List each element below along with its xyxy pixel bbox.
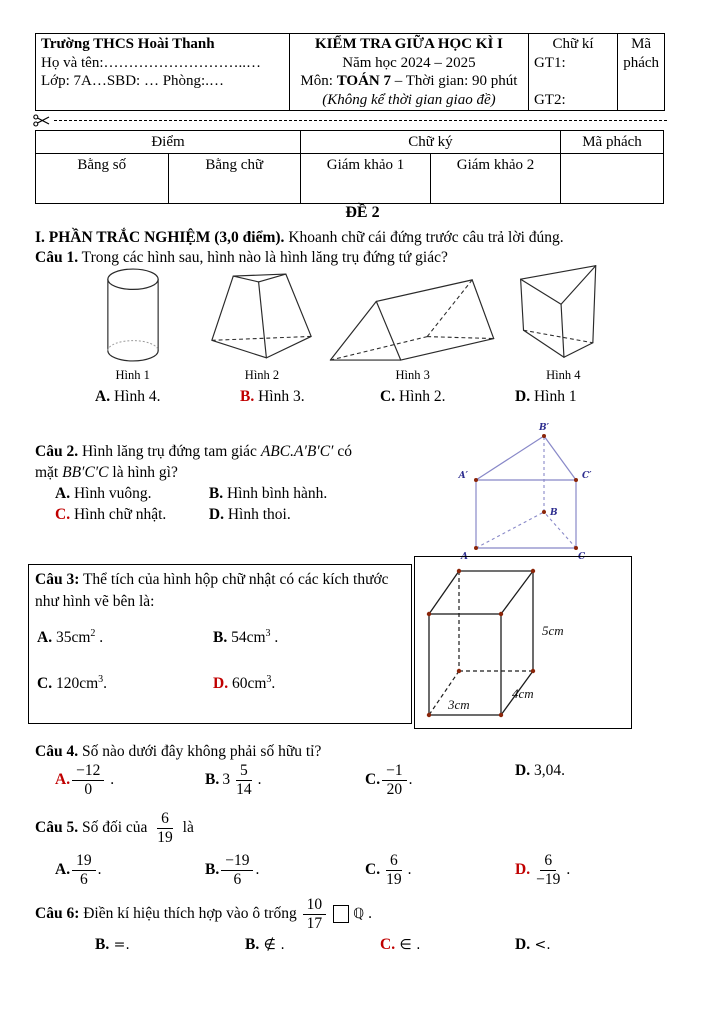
q6-options xyxy=(35,936,695,958)
math-bbcc: BB′C′C xyxy=(62,464,109,481)
q1-figure-4 xyxy=(499,264,628,383)
q6-stem: Câu 6: Điền kí hiệu thích hợp vào ô trống $\frac{10}{17}$ ℚ . xyxy=(35,896,372,932)
figure-label: Hình 4 xyxy=(546,368,581,382)
cuboid-figure xyxy=(415,557,628,725)
code-header: Mã phách xyxy=(561,131,664,154)
figure-label: Hình 2 xyxy=(244,368,280,382)
score-by-number-cell: Bằng số xyxy=(36,154,169,204)
subject-name: TOÁN 7 xyxy=(336,73,392,89)
scissors-icon xyxy=(33,114,50,127)
vertex-label-b: B xyxy=(550,508,558,518)
cut-line xyxy=(33,112,667,128)
dim-width-label: 3cm xyxy=(448,697,470,712)
dim-depth-label: 4cm xyxy=(512,686,534,701)
q5-options xyxy=(35,852,695,898)
signature-title: Chữ kí xyxy=(552,36,594,52)
vertex-label-b-prime: B′ xyxy=(539,423,549,433)
header-code-cell xyxy=(618,34,665,111)
q6-option-4: D. <. xyxy=(515,936,551,953)
code-empty-cell xyxy=(561,154,664,204)
vertex-label-c-prime: C′ xyxy=(582,471,592,481)
figure-label: Hình 1 xyxy=(115,368,150,382)
section1-heading: I. PHẦN TRẮC NGHIỆM (3,0 điểm). Khoanh chữ cái đứng trước câu trả lời đúng. xyxy=(35,229,564,246)
q3-figure-box xyxy=(414,556,632,729)
class-line: Lớp: 7A…SBD: … Phòng:.… xyxy=(41,73,224,89)
dim-height-label: 5cm xyxy=(542,623,564,638)
q1-option-a: A. Hình 4. xyxy=(95,388,161,405)
rational-set-symbol: ℚ xyxy=(353,906,365,923)
q1-figures xyxy=(68,264,628,383)
q3-option-b: B. $54cm^3$ . xyxy=(213,628,279,647)
q2-option-a: A. Hình vuông. xyxy=(55,485,152,502)
score-table xyxy=(35,130,664,204)
q1-figure-2 xyxy=(197,264,326,383)
q2-prism-figure xyxy=(456,420,628,562)
q5-stem: Câu 5. Số đối của $\frac{6}{19}$ là xyxy=(35,810,194,846)
q4-stem: Câu 4. Số nào dưới đây không phải số hữu tỉ? xyxy=(35,743,322,760)
school-name: Trường THCS Hoài Thanh xyxy=(41,36,215,52)
signature-header: Chữ ký xyxy=(301,131,561,154)
q4-options xyxy=(35,762,695,808)
math-abc: ABC.A′B′C′ xyxy=(260,443,334,460)
header-signature-cell xyxy=(528,34,617,111)
cylinder-figure xyxy=(104,266,162,364)
q2-option-c: C. Hình chữ nhật. xyxy=(55,506,167,523)
q5-option-d: D. $\frac{6}{-19}$ . xyxy=(515,852,571,888)
q3-box xyxy=(28,564,412,724)
exam-title: KIỂM TRA GIỮA HỌC KÌ I xyxy=(314,36,503,52)
q6-option-2: B. ∉ . xyxy=(245,936,285,953)
header-exam-cell xyxy=(289,34,528,111)
q2-option-d: D. Hình thoi. xyxy=(208,506,291,523)
q2-option-b: B. Hình bình hành. xyxy=(208,485,328,502)
header-school-cell xyxy=(36,34,290,111)
dashed-rule xyxy=(54,120,667,121)
q4-option-a: A. $\frac{-12}{0}$ . xyxy=(55,762,115,798)
subject-line: Môn: TOÁN 7 – Thời gian: 90 phút xyxy=(300,73,518,89)
q1-option-c: C. Hình 2. xyxy=(380,388,446,405)
student-name-line: Họ và tên:………………………..… xyxy=(41,54,261,71)
frustum-figure xyxy=(206,266,318,364)
q5-option-b: B. $\frac{-19}{6}$ . xyxy=(205,852,260,888)
examiner2-cell: Giám khảo 2 xyxy=(431,154,561,204)
gt1-label: GT1: xyxy=(533,54,566,71)
q1-figure-1 xyxy=(68,264,197,383)
q3-stem: Câu 3: Thể tích của hình hộp chữ nhật có các kích thước như hình vẽ bên là: xyxy=(35,571,389,610)
q1-option-b: B. Hình 3. xyxy=(240,388,305,405)
examiner1-cell: Giám khảo 1 xyxy=(301,154,431,204)
q2-stem: Câu 2. Hình lăng trụ đứng tam giác ABC.A′B′C′ có mặt BB′C′C là hình gì? A. Hình vuông. B. Hình bình hành. C. Hình chữ nhật. D. Hình thoi. xyxy=(35,443,352,523)
q1-options xyxy=(35,388,695,410)
blank-box xyxy=(333,905,349,923)
code-label: Mã phách xyxy=(623,36,660,71)
gt2-label: GT2: xyxy=(533,91,566,108)
q4-option-d: D. 3,04. xyxy=(515,762,565,779)
horizontal-prism-figure xyxy=(327,274,499,364)
q3-option-c: C. $120cm^3$. xyxy=(37,674,108,693)
q3-option-d: D. $60cm^3$. xyxy=(213,674,276,693)
school-year: Năm học 2024 – 2025 xyxy=(342,54,476,71)
q4-option-b: B. 3 $\frac{5}{14}$ . xyxy=(205,762,262,798)
q6-option-3: C. ∈ . xyxy=(380,936,421,953)
time-note: (Không kể thời gian giao đề) xyxy=(322,91,496,108)
q6-option-1: B. =. xyxy=(95,936,130,953)
q5-option-c: C. $\frac{6}{19}$ . xyxy=(365,852,412,888)
vertical-prism-figure xyxy=(511,258,615,364)
score-by-words-cell: Bằng chữ xyxy=(168,154,301,204)
q1-figure-3 xyxy=(327,264,499,383)
vertex-label-c: C xyxy=(578,552,586,562)
q1-stem: Câu 1. Trong các hình sau, hình nào là hình lăng trụ đứng tứ giác? xyxy=(35,249,448,266)
exam-code: ĐỀ 2 xyxy=(345,204,380,221)
q4-option-c: C. $\frac{-1}{20}$ . xyxy=(365,762,413,798)
q5-option-a: A. $\frac{19}{6}$ . xyxy=(55,852,102,888)
q1-option-d: D. Hình 1 xyxy=(515,388,577,405)
figure-label: Hình 3 xyxy=(395,368,430,382)
q3-option-a: A. $35cm^2$ . xyxy=(37,628,104,647)
vertex-label-a: A xyxy=(461,552,468,562)
score-header: Điểm xyxy=(36,131,301,154)
vertex-label-a-prime: A′ xyxy=(458,471,468,481)
header-table xyxy=(35,33,665,111)
